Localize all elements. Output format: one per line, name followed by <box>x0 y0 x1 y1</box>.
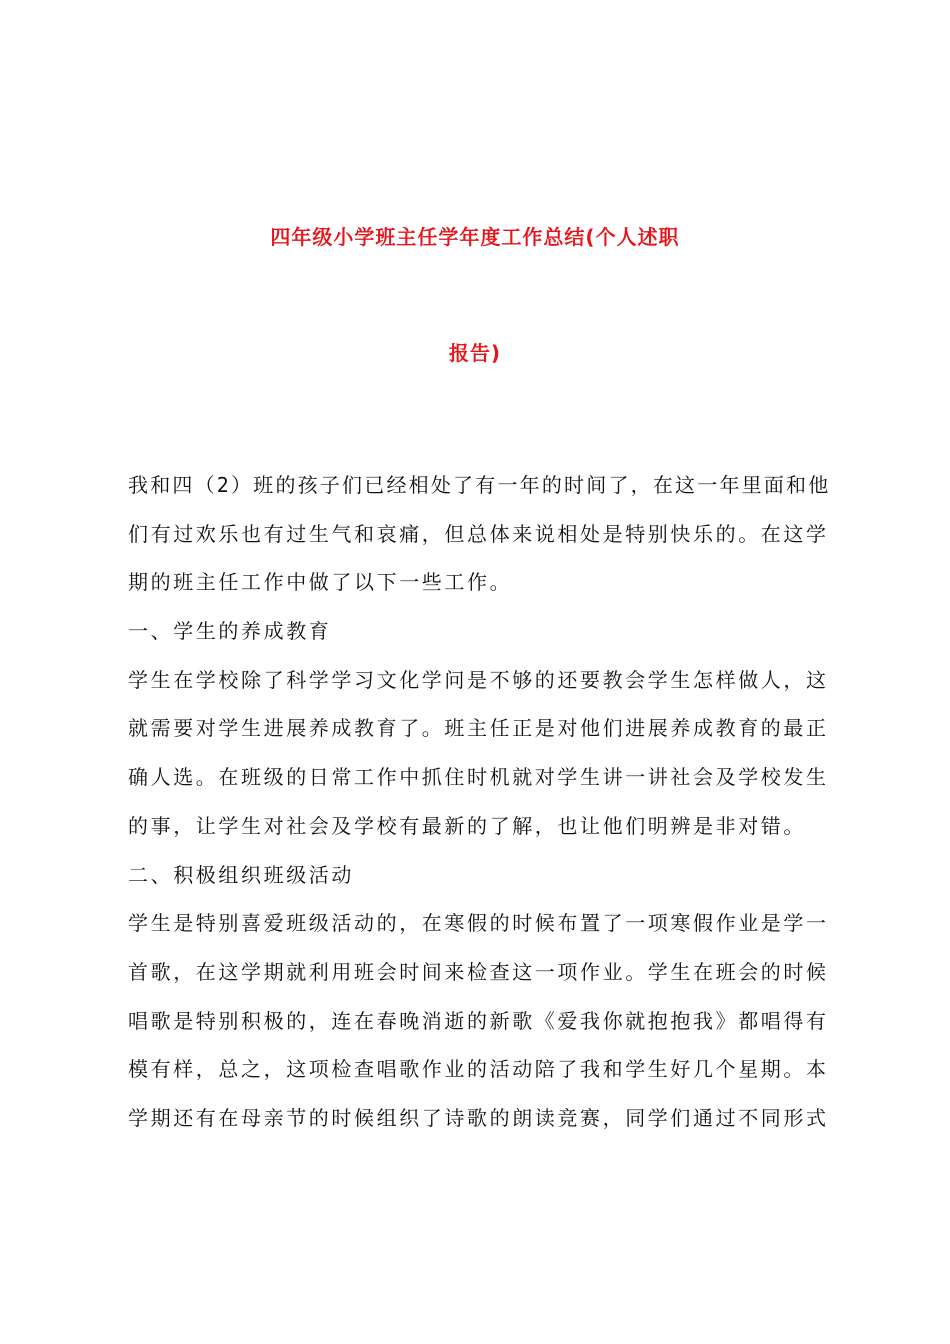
document-title-line-2: 报告) <box>448 341 502 365</box>
document-body <box>128 466 834 1148</box>
document-title-line-1: 四年级小学班主任学年度工作总结(个人述职 <box>270 225 680 249</box>
paragraph-line: 唱歌是特别积极的，连在春晚消逝的新歌《爱我你就抱抱我》都唱得有 <box>128 1008 829 1033</box>
section-heading-1: 一、学生的养成教育 <box>128 619 332 644</box>
paragraph-line: 学生是特别喜爱班级活动的，在寒假的时候布置了一项寒假作业是学一 <box>128 911 829 936</box>
paragraph-line: 确人选。在班级的日常工作中抓住时机就对学生讲一讲社会及学校发生 <box>128 765 829 790</box>
paragraph-line: 们有过欢乐也有过生气和哀痛，但总体来说相处是特别快乐的。在这学 <box>128 521 829 546</box>
paragraph-line: 我和四（2）班的孩子们已经相处了有一年的时间了，在这一年里面和他 <box>128 473 831 497</box>
paragraph-line: 期的班主任工作中做了以下一些工作。 <box>128 570 513 595</box>
paragraph-line: 就需要对学生进展养成教育了。班主任正是对他们进展养成教育的最正 <box>128 716 829 741</box>
paragraph-line: 学生在学校除了科学学习文化学问是不够的还要教会学生怎样做人，这 <box>128 667 829 692</box>
paragraph-line: 的事，让学生对社会及学校有最新的了解，也让他们明辨是非对错。 <box>128 813 806 838</box>
paragraph-line: 模有样，总之，这项检查唱歌作业的活动陪了我和学生好几个星期。本 <box>128 1057 829 1082</box>
section-heading-2: 二、积极组织班级活动 <box>128 862 354 887</box>
paragraph-line: 首歌，在这学期就利用班会时间来检查这一项作业。学生在班会的时候 <box>128 959 829 984</box>
paragraph-line: 学期还有在母亲节的时候组织了诗歌的朗读竞赛，同学们通过不同形式 <box>128 1105 829 1130</box>
